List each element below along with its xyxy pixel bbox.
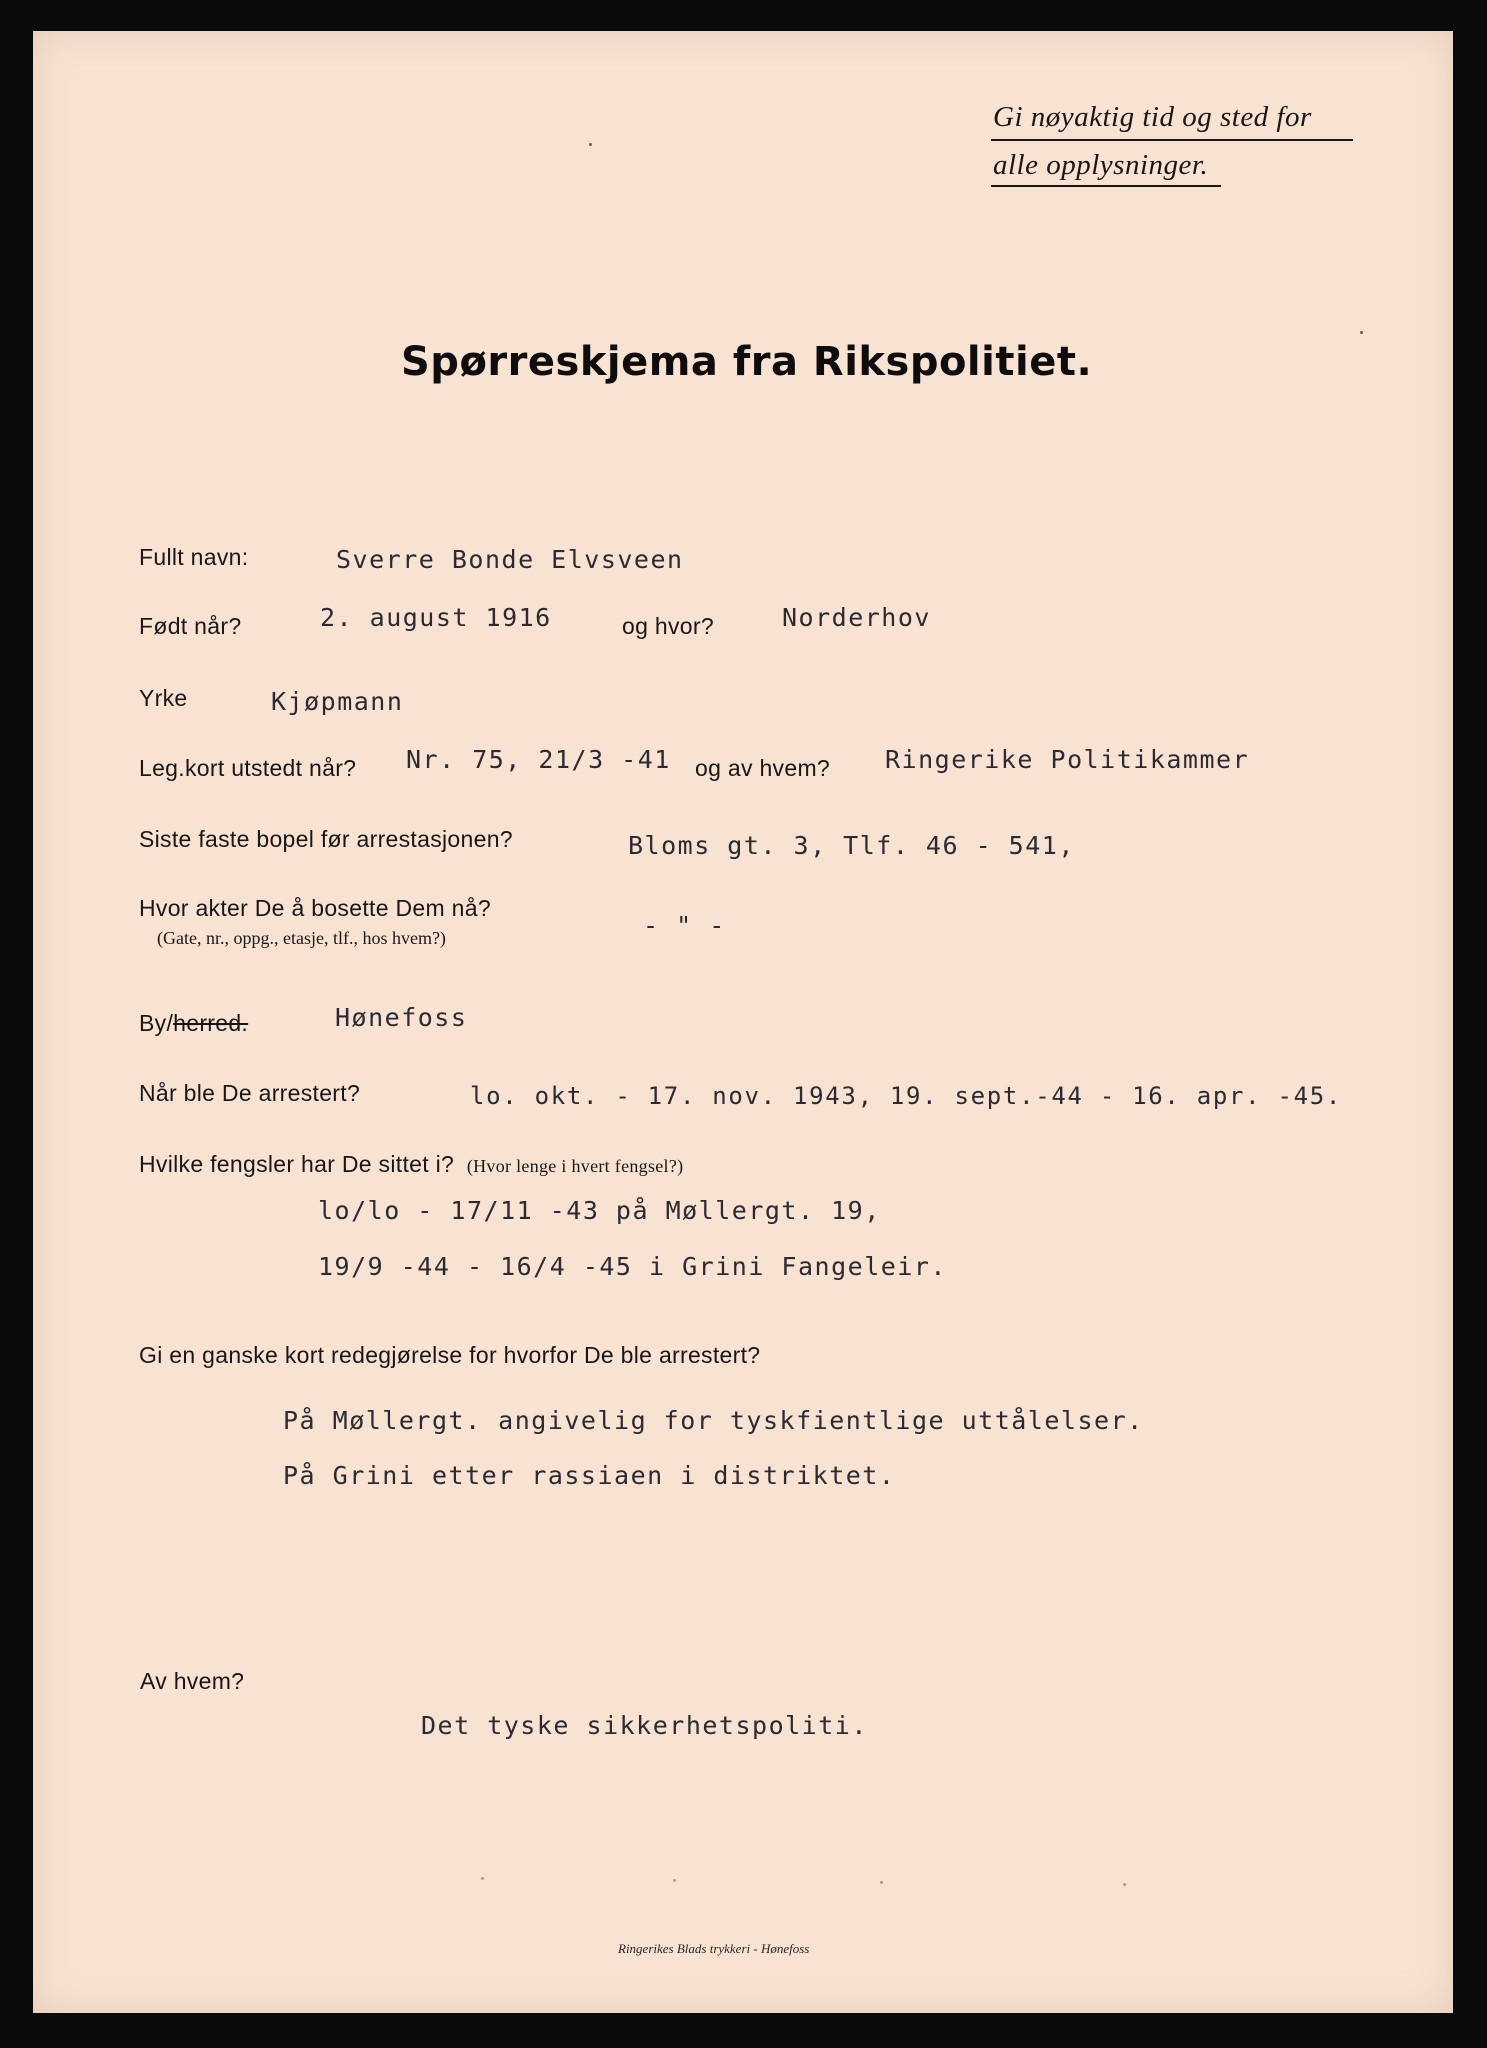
prisons-hint: (Hvor lenge i hvert fengsel?): [466, 1156, 684, 1176]
arrest-reason-line1: På Møllergt. angivelig for tyskfientlige uttålelser.: [283, 1406, 1144, 1435]
city-label-by: By/: [139, 1010, 174, 1036]
full-name-value: Sverre Bonde Elvsveen: [336, 545, 684, 574]
paper-speck: [481, 1877, 484, 1880]
by-whom-label: Av hvem?: [140, 1668, 245, 1694]
birth-date-label: Født når?: [139, 613, 242, 639]
prison-entry-2: 19/9 -44 - 16/4 -45 i Grini Fangeleir.: [318, 1252, 947, 1281]
birth-place-label: og hvor?: [622, 613, 714, 639]
note-underline-1: [991, 139, 1353, 141]
paper-speck: [1123, 1883, 1126, 1886]
paper-speck: [880, 1881, 883, 1884]
id-card-issuer-value: Ringerike Politikammer: [885, 745, 1250, 774]
city-label-herred-struck: herred.: [173, 1010, 249, 1036]
printer-footer: Ringerikes Blads trykkeri - Hønefoss: [618, 1941, 810, 1956]
instruction-note-line2: alle opplysninger.: [993, 149, 1209, 181]
prisons-question: Hvilke fengsler har De sittet i?: [139, 1151, 455, 1177]
prisons-label: [139, 1151, 683, 1178]
id-card-label: Leg.kort utstedt når?: [139, 755, 357, 781]
full-name-label: Fullt navn:: [139, 544, 249, 570]
birth-place-value: Norderhov: [782, 603, 931, 632]
settle-value: - " -: [643, 911, 726, 940]
arrest-reason-line2: På Grini etter rassiaen i distriktet.: [283, 1461, 896, 1490]
occupation-label: Yrke: [139, 685, 188, 711]
city-value: Hønefoss: [335, 1003, 468, 1032]
paper-speck: [673, 1879, 676, 1882]
id-card-issuer-label: og av hvem?: [695, 755, 830, 781]
prison-entry-1: lo/lo - 17/11 -43 på Møllergt. 19,: [318, 1196, 881, 1225]
paper-speck: [1360, 331, 1363, 334]
note-underline-2: [991, 185, 1221, 187]
id-card-value: Nr. 75, 21/3 -41: [406, 745, 671, 774]
settle-label: Hvor akter De å bosette Dem nå?: [139, 895, 491, 921]
form-paper: [33, 31, 1453, 2013]
arrest-date-value: lo. okt. - 17. nov. 1943, 19. sept.-44 - 16. apr. -45.: [470, 1082, 1343, 1110]
paper-speck: [589, 143, 592, 146]
birth-date-value: 2. august 1916: [320, 603, 552, 632]
form-title: Spørreskjema fra Rikspolitiet.: [401, 339, 1093, 385]
arrest-reason-label: Gi en ganske kort redegjørelse for hvorfor De ble arrestert?: [139, 1342, 761, 1368]
instruction-note-line1: Gi nøyaktig tid og sted for: [993, 101, 1312, 133]
by-whom-value: Det tyske sikkerhetspoliti.: [421, 1711, 868, 1740]
last-residence-value: Bloms gt. 3, Tlf. 46 - 541,: [628, 831, 1075, 860]
settle-hint: (Gate, nr., oppg., etasje, tlf., hos hvem?): [157, 928, 446, 948]
occupation-value: Kjøpmann: [271, 687, 404, 716]
city-label: [139, 1010, 248, 1037]
last-residence-label: Siste faste bopel før arrestasjonen?: [139, 826, 513, 852]
arrest-date-label: Når ble De arrestert?: [139, 1080, 361, 1106]
